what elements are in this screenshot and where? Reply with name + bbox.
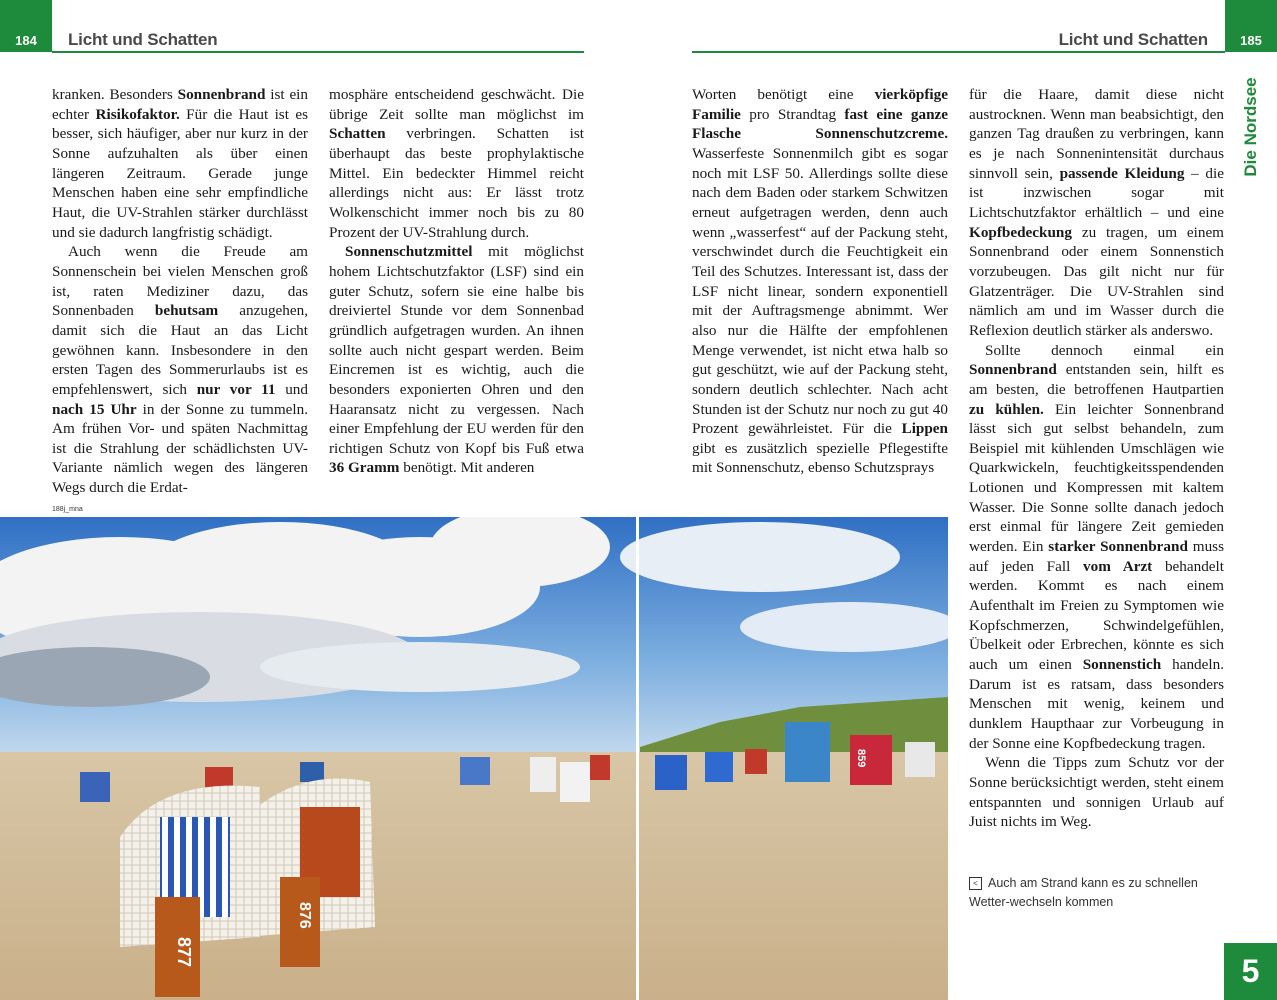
chapter-number-box: 5 xyxy=(1224,943,1277,1000)
basket-number-877: 877 xyxy=(174,937,194,968)
text-column-2 xyxy=(329,85,584,478)
photo-caption xyxy=(969,874,1219,912)
text-column-1 xyxy=(52,85,308,498)
header-rule-right xyxy=(692,51,1225,53)
chapter-side-label: Die Nordsee xyxy=(1241,77,1260,177)
header-rule-left xyxy=(52,51,584,53)
chapter-side-tab xyxy=(1225,52,1277,202)
caption-arrow-icon: < xyxy=(969,877,982,890)
paragraph: für die Haare, damit diese nicht austrocknen. Wenn man beabsichtigt, den ganzen Tag draußen zu verbringen, kann es je nach Sonnenintensität durchaus sinnvoll sein, passende Kleidung – die ist inzwischen sogar mit Lichtschutzfaktor erhältlich – und eine Kopfbedeckung zu tragen, um einem Sonnenbrand oder einem Sonnenstich vorzubeugen. Das gilt nicht nur für Glatzenträger. Die UV-Strahlen sind nämlich am und im Wasser durch die Reflexion deutlich stärker als anderswo. xyxy=(969,86,1224,339)
paragraph: kranken. Besonders Sonnenbrand ist ein echter Risikofaktor. Für die Haut ist es besser, sich häufiger, aber nur kurz in der Sonne aufzuhalten als über einen längeren Zeitraum. Gerade junge Menschen haben eine sehr empfindliche Haut, die UV-Strahlen stärker durchlässt und sie dadurch langfristig schädigt. xyxy=(52,86,308,241)
page-number-left: 184 xyxy=(0,0,52,52)
paragraph: Wenn die Tipps zum Schutz vor der Sonne berücksichtigt werden, steht einem entspannten und sonnigen Urlaub auf Juist nichts im Weg. xyxy=(969,754,1224,831)
caption-text: Auch am Strand kann es zu schnellen Wetter-wechseln kommen xyxy=(969,876,1198,909)
text-column-4 xyxy=(969,85,1224,832)
page-number-right: 185 xyxy=(1225,0,1277,52)
paragraph: mosphäre entscheidend geschwächt. Die übrige Zeit sollte man möglichst im Schatten verbringen. Schatten ist überhaupt das beste prophylaktische Mittel. Ein bedeckter Himmel reicht allerdings nicht aus: Er lässt trotz Wolkenschicht immer noch bis zu 80 Prozent der UV-Strahlung durch. xyxy=(329,86,584,241)
basket-number-859: 859 xyxy=(855,749,867,768)
photo-code: 188j_mna xyxy=(52,506,83,513)
text-column-3 xyxy=(692,85,948,478)
beach-illustration xyxy=(0,517,948,1000)
paragraph: Sollte dennoch einmal ein Sonnenbrand entstanden sein, hilft es am besten, die betroffenen Hautpartien zu kühlen. Ein leichter Sonnenbrand lässt sich gut selbst behandeln, zum Beispiel mit kühlenden Umschlägen wie Quarkwickeln, feuchtigkeitsspendenden Lotionen und Kompressen mit kaltem Wasser. Die Sonne sollte danach jedoch erst einmal für längere Zeit gemieden werden. Ein starker Sonnenbrand muss auf jeden Fall vom Arzt behandelt werden. Kommt es nach einem Aufenthalt im Freien zu Symptomen wie Kopfschmerzen, Schwindelgefühlen, Übelkeit oder Erbrechen, könnte es sich auch um einen Sonnenstich handeln. Darum ist es ratsam, dass besonders Menschen mit wenig, keinem und dunklem Haupthaar zur Vorbeugung in der Sonne eine Kopfbedeckung tragen. xyxy=(969,341,1225,752)
paragraph: Sonnenschutzmittel mit möglichst hohem Lichtschutzfaktor (LSF) sind ein guter Schutz, sofern sie eine halbe bis dreiviertel Stunde vor dem Sonnenbad gründlich aufgetragen wurden. An ihnen sollte auch nicht gespart werden. Beim Eincremen ist es wichtig, auch die besonders exponierten Ohren und den Haaransatz nicht zu vergessen. Nach einer Empfehlung der EU werden für den richtigen Schutz von Kopf bis Fuß etwa 36 Gramm benötigt. Mit anderen xyxy=(329,243,584,477)
paragraph: Auch wenn die Freude am Sonnenschein bei vielen Menschen groß ist, raten Mediziner dazu, das Sonnenbaden behutsam anzugehen, damit sich die Haut an das Licht gewöhnen kann. Insbesondere in den ersten Tagen des Sommerurlaubs ist es empfehlenswert, sich nur vor 11 und nach 15 Uhr in der Sonne zu tummeln. Am frühen Vor- und späten Nachmittag ist die Strahlung der schädlichsten UV-Variante nämlich wegen des längeren Wegs durch die Erdat- xyxy=(52,243,309,497)
paragraph: Worten benötigt eine vierköpfige Familie pro Strandtag fast eine ganze Flasche Sonnenschutzcreme. Wasserfeste Sonnenmilch gibt es sogar noch mit LSF 50. Allerdings sollte diese nach dem Baden oder starkem Schwitzen erneut aufgetragen werden, denn auch wenn „wasserfest“ auf der Packung steht, verschwindet durch die Feuchtigkeit ein Teil des Schutzes. Interessant ist, dass der LSF nicht linear, sondern exponentiell mit der Auftragsmenge abnimmt. Wer also nur die Hälfte der empfohlenen Menge verwendet, ist nicht etwa halb so gut geschützt, wie auf der Packung steht, sondern deutlich schlechter. Nach acht Stunden ist der Schutz nur noch zu gut 40 Prozent gewährleistet. Für die Lippen gibt es zusätzlich spezielle Pflegestifte mit Sonnenschutz, ebenso Schutzsprays xyxy=(692,86,948,477)
beach-photo xyxy=(0,517,948,1000)
running-title-left: Licht und Schatten xyxy=(68,30,218,49)
basket-number-876: 876 xyxy=(296,902,313,929)
running-title-right: Licht und Schatten xyxy=(1058,30,1208,49)
